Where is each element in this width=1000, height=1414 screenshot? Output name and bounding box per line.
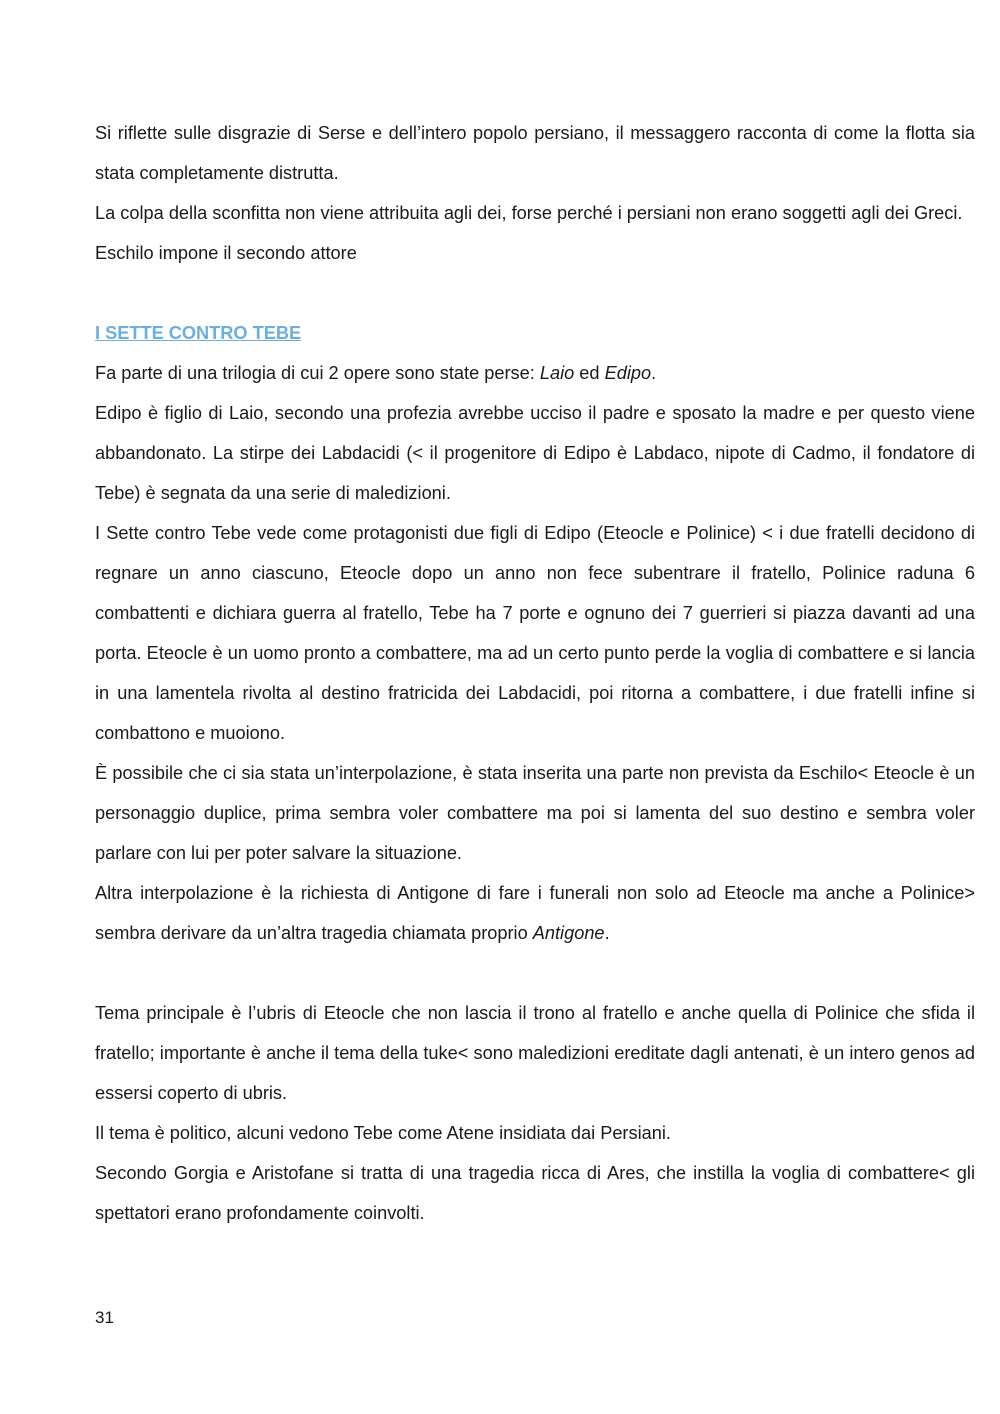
paragraph: È possibile che ci sia stata un’interpolazione, è stata inserita una parte non prevista da Eschilo< Eteocle è un personaggio duplice, prima sembra voler combattere ma poi si lamenta del suo destino e sembra voler parlare con lui per poter salvare la situazione. xyxy=(95,763,975,863)
blank-line xyxy=(95,273,975,313)
paragraph: Secondo Gorgia e Aristofane si tratta di una tragedia ricca di Ares, che instilla la voglia di combattere< gli spettatori erano profondamente coinvolti. xyxy=(95,1163,975,1223)
section-heading: I SETTE CONTRO TEBE xyxy=(95,323,302,343)
document-body xyxy=(95,113,975,1233)
paragraph: Altra interpolazione è la richiesta di Antigone di fare i funerali non solo ad Eteocle ma anche a Polinice> sembra derivare da un’altra tragedia chiamata proprio Antigone. xyxy=(95,883,975,943)
blank-line xyxy=(95,953,975,993)
paragraph: I Sette contro Tebe vede come protagonisti due figli di Edipo (Eteocle e Polinice) < i due fratelli decidono di regnare un anno ciascuno, Eteocle dopo un anno non fece subentrare il fratello, Polinice raduna 6 combattenti e dichiara guerra al fratello, Tebe ha 7 porte e ognuno dei 7 guerrieri si piazza davanti ad una porta. Eteocle è un uomo pronto a combattere, ma ad un certo punto perde la voglia di combattere e si lancia in una lamentela rivolta al destino fratricida dei Labdacidi, poi ritorna a combattere, i due fratelli infine si combattono e muoiono. xyxy=(95,523,975,743)
paragraph: Il tema è politico, alcuni vedono Tebe come Atene insidiata dai Persiani. xyxy=(95,1123,671,1143)
page-number: 31 xyxy=(95,1308,114,1327)
paragraph: Eschilo impone il secondo attore xyxy=(95,243,357,263)
italic-title: Edipo xyxy=(604,363,652,383)
paragraph: Tema principale è l’ubris di Eteocle che non lascia il trono al fratello e anche quella di Polinice che sfida il fratello; importante è anche il tema della tuke< sono maledizioni ereditate dagli antenati, è un intero genos ad essersi coperto di ubris. xyxy=(95,1003,975,1103)
paragraph: Fa parte di una trilogia di cui 2 opere sono state perse: Laio ed Edipo. xyxy=(95,363,657,383)
paragraph: La colpa della sconfitta non viene attribuita agli dei, forse perché i persiani non erano soggetti agli dei Greci. xyxy=(95,203,963,223)
paragraph: Edipo è figlio di Laio, secondo una profezia avrebbe ucciso il padre e sposato la madre e per questo viene abbandonato. La stirpe dei Labdacidi (< il progenitore di Edipo è Labdaco, nipote di Cadmo, il fondatore di Tebe) è segnata da una serie di maledizioni. xyxy=(95,403,975,503)
italic-title: Laio xyxy=(539,363,575,383)
paragraph: Si riflette sulle disgrazie di Serse e dell’intero popolo persiano, il messaggero racconta di come la flotta sia stata completamente distrutta. xyxy=(95,123,975,183)
italic-title: Antigone xyxy=(532,923,605,943)
